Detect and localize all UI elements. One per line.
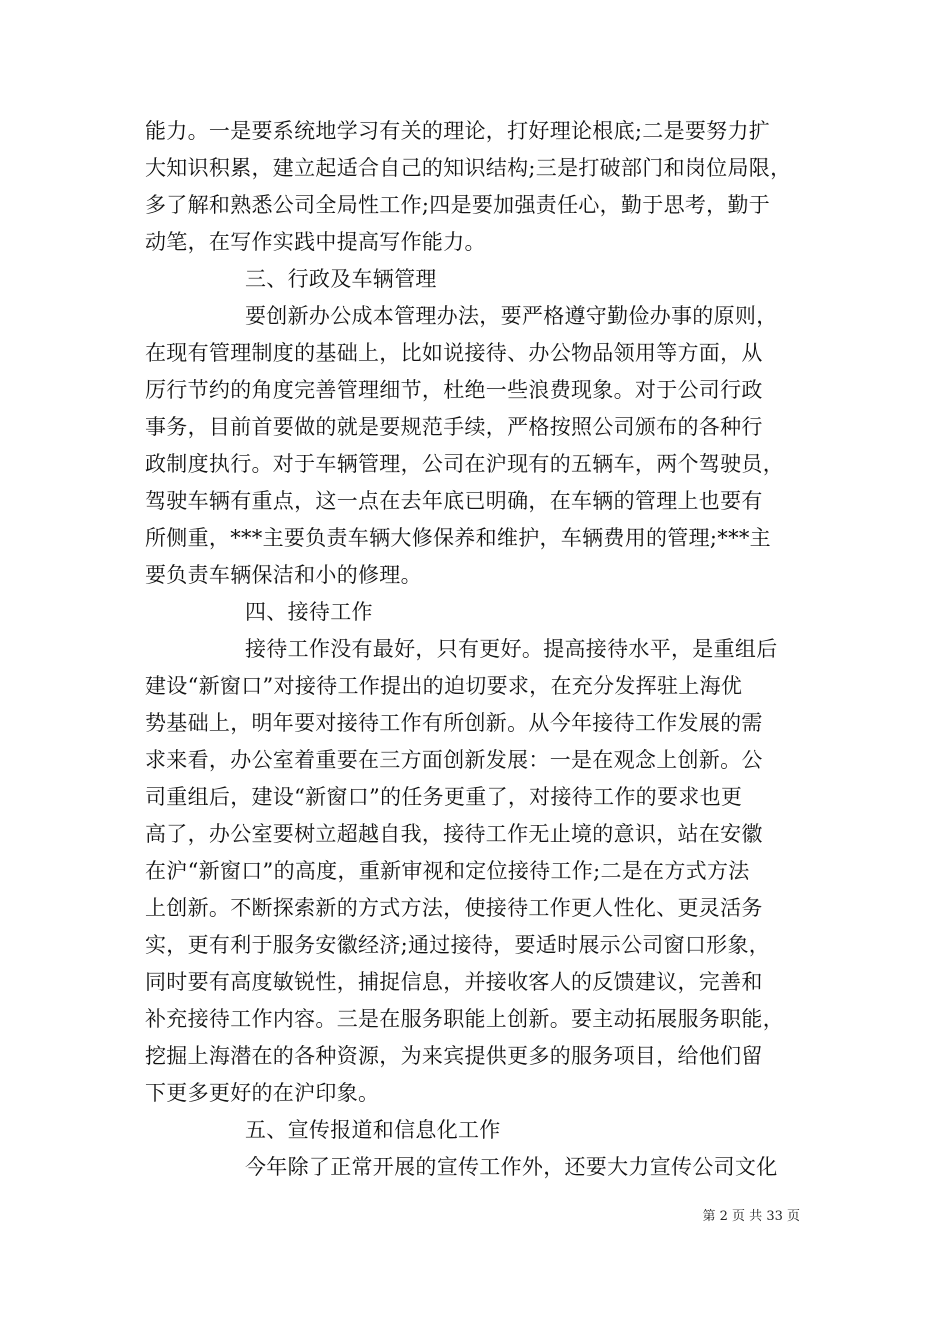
text-line: 能力。一是要系统地学习有关的理论，打好理论根底;二是要努力扩 [145, 119, 771, 143]
text-line: 下更多更好的在沪印象。 [145, 1081, 380, 1105]
text-line: 在现有管理制度的基础上，比如说接待、办公物品领用等方面，从 [145, 341, 763, 365]
text-line: 挖掘上海潜在的各种资源，为来宾提供更多的服务项目，给他们留 [145, 1044, 763, 1068]
text-line: 厉行节约的角度完善管理细节，杜绝一些浪费现象。对于公司行政 [145, 378, 763, 402]
page-number-footer: 第 2 页 共 33 页 [702, 1209, 800, 1224]
text-line: 势基础上，明年要对接待工作有所创新。从今年接待工作发展的需 [145, 711, 763, 735]
text-line: 补充接待工作内容。三是在服务职能上创新。要主动拓展服务职能， [145, 1007, 784, 1031]
text-line: 高了，办公室要树立超越自我，接待工作无止境的意识，站在安徽 [145, 822, 763, 846]
text-line: 接待工作没有最好，只有更好。提高接待水平，是重组后 [245, 637, 778, 661]
document-body [145, 113, 825, 1186]
text-line: 司重组后，建设“新窗口”的任务更重了，对接待工作的要求也更 [145, 785, 743, 809]
text-line: 驾驶车辆有重点，这一点在去年底已明确，在车辆的管理上也要有 [145, 489, 763, 513]
text-line: 要创新办公成本管理办法，要严格遵守勤俭办事的原则， [245, 304, 778, 328]
text-line: 三、行政及车辆管理 [245, 267, 437, 291]
text-line: 政制度执行。对于车辆管理，公司在沪现有的五辆车，两个驾驶员， [145, 452, 784, 476]
text-line: 五、宣传报道和信息化工作 [245, 1118, 501, 1142]
text-line: 求来看，办公室着重要在三方面创新发展：一是在观念上创新。公 [145, 748, 763, 772]
text-line: 所侧重，***主要负责车辆大修保养和维护，车辆费用的管理;***主 [145, 526, 771, 550]
text-line: 在沪“新窗口”的高度，重新审视和定位接待工作;二是在方式方法 [145, 859, 750, 883]
text-line: 同时要有高度敏锐性，捕捉信息，并接收客人的反馈建议，完善和 [145, 970, 763, 994]
text-line: 事务，目前首要做的就是要规范手续，严格按照公司颁布的各种行 [145, 415, 763, 439]
text-line: 上创新。不断探索新的方式方法，使接待工作更人性化、更灵活务 [145, 896, 763, 920]
text-line: 大知识积累，建立起适合自己的知识结构;三是打破部门和岗位局限， [145, 156, 792, 180]
text-line: 实，更有利于服务安徽经济;通过接待，要适时展示公司窗口形象， [145, 933, 771, 957]
text-line: 动笔，在写作实践中提高写作能力。 [145, 230, 486, 254]
text-line: 多了解和熟悉公司全局性工作;四是要加强责任心，勤于思考，勤于 [145, 193, 771, 217]
text-line: 四、接待工作 [245, 600, 373, 624]
text-line: 建设“新窗口”对接待工作提出的迫切要求，在充分发挥驻上海优 [145, 674, 743, 698]
text-line: 要负责车辆保洁和小的修理。 [145, 563, 422, 587]
text-line: 今年除了正常开展的宣传工作外，还要大力宣传公司文化 [245, 1155, 778, 1179]
